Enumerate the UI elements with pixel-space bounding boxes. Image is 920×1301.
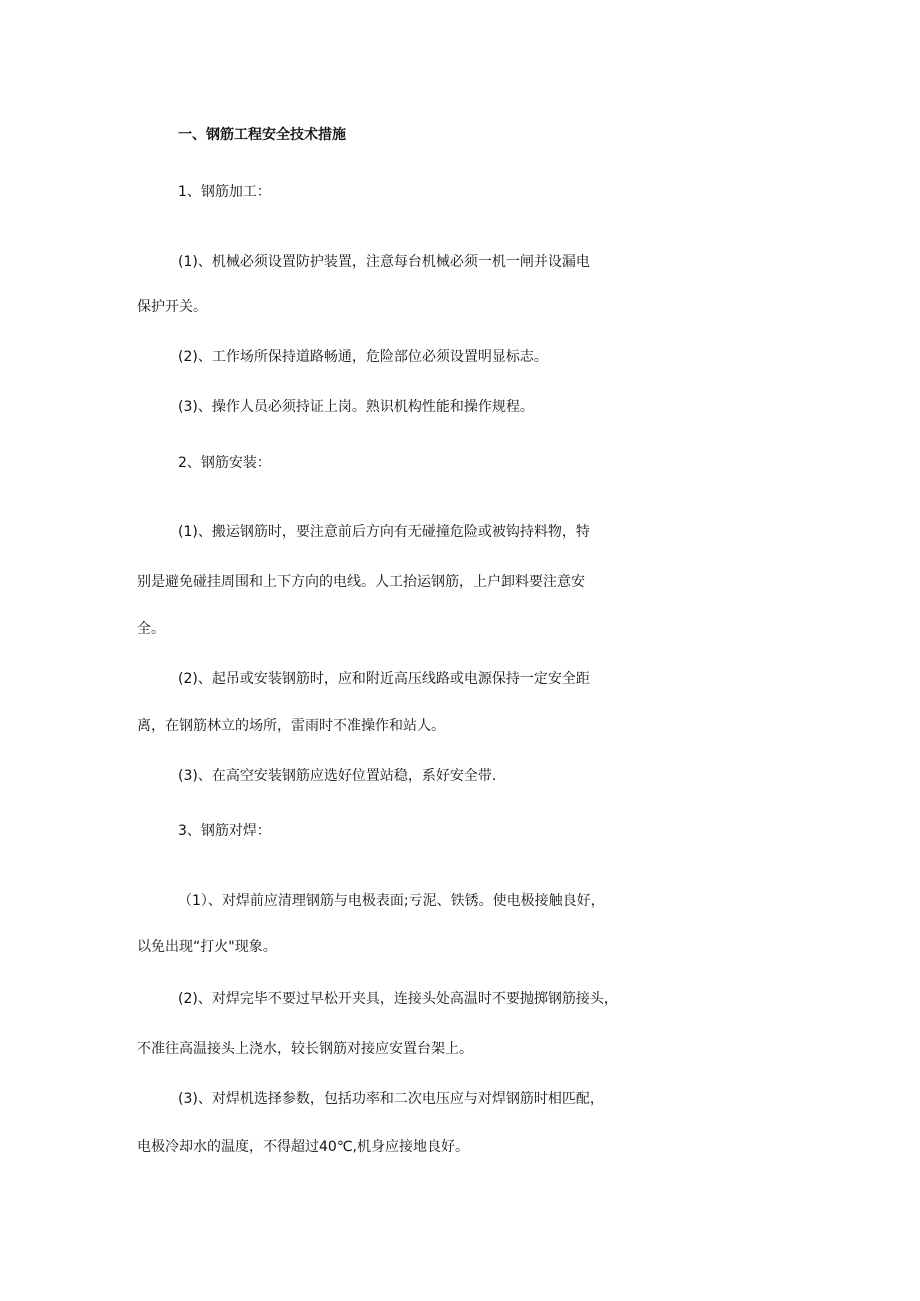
paragraph-line: 以免出现“打火"现象。 bbox=[137, 939, 277, 955]
paragraph-line: 别是避免碰挂周围和上下方向的电线。人工抬运钢筋，上户卸料要注意安 bbox=[137, 574, 585, 590]
paragraph-line: 保护开关。 bbox=[137, 299, 207, 315]
section-title-installation: 2、钢筋安装： bbox=[178, 455, 271, 471]
paragraph-line: 电极冷却水的温度，不得超过40℃,机身应接地良好。 bbox=[137, 1139, 469, 1155]
paragraph-line: (3)、对焊机选择参数，包括功率和二次电压应与对焊钢筋时相匹配， bbox=[178, 1091, 604, 1107]
paragraph-line: (3)、操作人员必须持证上岗。熟识机构性能和操作规程。 bbox=[178, 399, 534, 415]
paragraph-line: (2)、对焊完毕不要过早松开夹具，连接头处高温时不要抛掷钢筋接头， bbox=[178, 991, 618, 1007]
section-title-butt-welding: 3、钢筋对焊： bbox=[178, 823, 271, 839]
paragraph-line: 离，在钢筋林立的场所，雷雨时不准操作和站人。 bbox=[137, 718, 445, 734]
paragraph-line: 不准往高温接头上浇水，较长钢筋对接应安置台架上。 bbox=[137, 1041, 473, 1057]
paragraph-line: (1)、搬运钢筋时，要注意前后方向有无碰撞危险或被钩持料物，特 bbox=[178, 524, 590, 540]
paragraph-line: （1）、对焊前应清理钢筋与电极表面;亏泥、铁锈。使电极接触良好， bbox=[178, 893, 605, 909]
paragraph-line: (2)、起吊或安装钢筋时，应和附近高压线路或电源保持一定安全距 bbox=[178, 671, 590, 687]
paragraph-line: (1)、机械必须设置防护装置，注意每台机械必须一机一闸并设漏电 bbox=[178, 254, 590, 270]
paragraph-line: (3)、在高空安装钢筋应选好位置站稳，系好安全带. bbox=[178, 768, 497, 784]
document-heading: 一、钢筋工程安全技术措施 bbox=[178, 127, 346, 143]
paragraph-line: 全。 bbox=[137, 621, 165, 637]
paragraph-line: (2)、工作场所保持道路畅通，危险部位必须设置明显标志。 bbox=[178, 349, 548, 365]
section-title-processing: 1、钢筋加工： bbox=[178, 184, 271, 200]
